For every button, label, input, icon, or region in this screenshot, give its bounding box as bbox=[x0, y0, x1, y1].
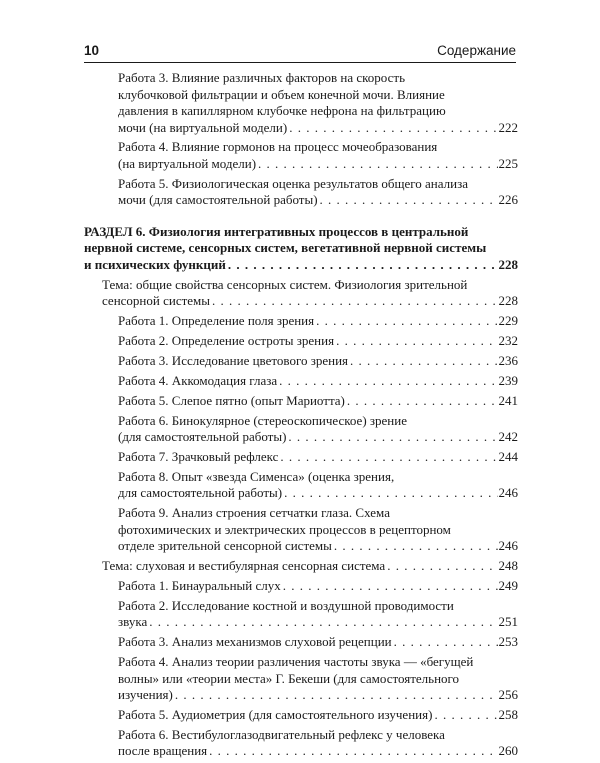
toc-entry-line: Тема: общие свойства сенсорных систем. Физиология зрительной bbox=[102, 276, 468, 292]
dot-leader bbox=[175, 687, 498, 704]
toc-page-number: 260 bbox=[498, 743, 518, 759]
toc-page-number: 232 bbox=[498, 332, 518, 348]
toc-entry-line: нервной системе, сенсорных систем, вегетативной нервной системы bbox=[84, 240, 487, 256]
dot-leader bbox=[258, 156, 497, 173]
dot-leader bbox=[434, 707, 497, 724]
toc-topic[interactable] bbox=[102, 558, 518, 575]
toc-entry-work[interactable] bbox=[118, 176, 518, 209]
toc-entry-work[interactable] bbox=[118, 654, 518, 704]
dot-leader bbox=[284, 485, 497, 502]
toc-entry-line: Работа 3. Анализ механизмов слуховой рецепции bbox=[118, 634, 392, 650]
dot-leader bbox=[334, 538, 498, 555]
toc-entry-work[interactable] bbox=[118, 449, 518, 466]
toc-page-number: 248 bbox=[498, 558, 518, 574]
dot-leader bbox=[350, 353, 497, 370]
toc-entry-line: Работа 9. Анализ строения сетчатки глаза. Схема bbox=[118, 505, 390, 521]
toc-entry-line: сенсорной системы bbox=[102, 293, 210, 309]
toc-page-number: 229 bbox=[498, 313, 518, 329]
section-title: Содержание bbox=[437, 43, 516, 58]
toc-entry-line: Работа 1. Определение поля зрения bbox=[118, 313, 315, 329]
toc-entry-line: Работа 2. Исследование костной и воздушной проводимости bbox=[118, 597, 454, 613]
toc-entry-work[interactable] bbox=[118, 578, 518, 595]
header-rule bbox=[84, 62, 516, 63]
toc-page-number: 246 bbox=[498, 538, 518, 554]
toc-entry-line: давления в капиллярном клубочке нефрона на фильтрацию bbox=[118, 103, 446, 118]
toc-entry-work[interactable] bbox=[118, 353, 518, 370]
toc-entry-work[interactable] bbox=[118, 469, 518, 502]
toc-entry-line: и психических функций bbox=[84, 256, 226, 272]
toc-entry-line: мочи (на виртуальной модели) bbox=[118, 119, 288, 135]
toc-page-number: 249 bbox=[498, 577, 518, 593]
dot-leader bbox=[280, 449, 497, 466]
toc-entry-line: Работа 4. Анализ теории различения частоты звука — «бегущей bbox=[118, 654, 474, 670]
dot-leader bbox=[320, 192, 498, 209]
toc-entry-line: Работа 4. Влияние гормонов на процесс мочеобразования bbox=[118, 139, 438, 155]
toc-entry-work[interactable] bbox=[118, 139, 518, 172]
toc-entry-line: Работа 8. Опыт «звезда Сименса» (оценка зрения, bbox=[118, 468, 395, 484]
toc-entry-line: отделе зрительной сенсорной системы bbox=[118, 538, 332, 554]
toc-page-number: 236 bbox=[498, 352, 518, 368]
dot-leader bbox=[336, 333, 497, 350]
toc-page-number: 258 bbox=[498, 707, 518, 723]
dot-leader bbox=[279, 373, 497, 390]
dot-leader bbox=[209, 743, 497, 760]
page-number: 10 bbox=[84, 43, 100, 58]
toc-page-number: 242 bbox=[498, 429, 518, 445]
dot-leader bbox=[288, 429, 497, 446]
toc-entry-line: Работа 3. Исследование цветового зрения bbox=[118, 352, 349, 368]
dot-leader bbox=[316, 313, 497, 330]
toc-entry-line: Тема: слуховая и вестибулярная сенсорная система bbox=[102, 558, 386, 574]
toc-entry-line: Работа 7. Зрачковый рефлекс bbox=[118, 448, 279, 464]
toc-entry-line: звука bbox=[118, 614, 148, 630]
dot-leader bbox=[289, 120, 497, 137]
running-header bbox=[84, 38, 516, 58]
toc-entry-work[interactable] bbox=[118, 333, 518, 350]
toc-page-number: 251 bbox=[498, 614, 518, 630]
toc-page-number: 246 bbox=[498, 485, 518, 501]
toc-entry-work[interactable] bbox=[118, 413, 518, 446]
dot-leader bbox=[394, 634, 498, 651]
toc-page-number: 222 bbox=[498, 119, 518, 135]
toc-entry-line: изучения) bbox=[118, 687, 173, 703]
toc-entry-line: клубочковой фильтрации и объем конечной мочи. Влияние bbox=[118, 86, 445, 102]
toc-entry-line: Работа 4. Аккомодация глаза bbox=[118, 372, 278, 388]
toc-entry-line: Работа 5. Слепое пятно (опыт Мариотта) bbox=[118, 392, 345, 408]
toc-topic[interactable] bbox=[102, 277, 518, 310]
toc-entry-line: (для самостоятельной работы) bbox=[118, 429, 287, 445]
toc-page-number: 256 bbox=[498, 687, 518, 703]
dot-leader bbox=[212, 293, 498, 310]
dot-leader bbox=[149, 614, 497, 631]
toc-entry-line: после вращения bbox=[118, 743, 208, 759]
toc-entry-line: РАЗДЕЛ 6. Физиология интегративных процессов в центральной bbox=[84, 223, 469, 239]
toc-entry-line: для самостоятельной работы) bbox=[118, 485, 283, 501]
toc-entry-line: (на виртуальной модели) bbox=[118, 155, 257, 171]
toc-page-number: 253 bbox=[498, 634, 518, 650]
toc-entry-work[interactable] bbox=[118, 707, 518, 724]
dot-leader bbox=[387, 558, 497, 575]
toc-entry-line: Работа 3. Влияние различных факторов на скорость bbox=[118, 70, 406, 85]
toc-entry-line: Работа 6. Вестибулоглазодвигательный рефлекс у человека bbox=[118, 726, 445, 742]
toc-page-number: 239 bbox=[498, 372, 518, 388]
toc-entry-work[interactable] bbox=[118, 598, 518, 631]
toc-page-number: 225 bbox=[498, 155, 518, 171]
toc-entry-line: Работа 2. Определение остроты зрения bbox=[118, 332, 335, 348]
toc-page-number: 226 bbox=[498, 192, 518, 208]
toc-entry-line: фотохимических и электрических процессов в рецепторном bbox=[118, 521, 451, 537]
dot-leader bbox=[347, 393, 498, 410]
toc-entry-line: Работа 5. Аудиометрия (для самостоятельного изучения) bbox=[118, 707, 433, 723]
toc-section-heading[interactable] bbox=[84, 224, 518, 274]
table-of-contents bbox=[84, 70, 518, 763]
toc-entry-work[interactable] bbox=[118, 505, 518, 555]
toc-entry-line: волны» или «теории места» Г. Бекеши (для самостоятельного bbox=[118, 670, 460, 686]
toc-entry-work[interactable] bbox=[118, 373, 518, 390]
toc-entry-line: Работа 6. Бинокулярное (стереоскопическое) зрение bbox=[118, 412, 407, 428]
dot-leader bbox=[228, 257, 498, 274]
toc-page-number: 228 bbox=[498, 293, 518, 309]
toc-entry-work[interactable] bbox=[118, 313, 518, 330]
toc-entry-line: мочи (для самостоятельной работы) bbox=[118, 192, 318, 208]
toc-entry-work[interactable] bbox=[118, 634, 518, 651]
toc-page-number: 241 bbox=[498, 392, 518, 408]
toc-entry-work[interactable] bbox=[118, 393, 518, 410]
toc-page-number: 244 bbox=[498, 448, 518, 464]
toc-entry-work[interactable] bbox=[118, 70, 518, 136]
dot-leader bbox=[283, 578, 498, 595]
toc-entry-line: Работа 5. Физиологическая оценка результатов общего анализа bbox=[118, 175, 468, 191]
toc-entry-work[interactable] bbox=[118, 727, 518, 760]
toc-entry-line: Работа 1. Бинауральный слух bbox=[118, 577, 281, 593]
toc-page-number: 228 bbox=[498, 256, 518, 272]
